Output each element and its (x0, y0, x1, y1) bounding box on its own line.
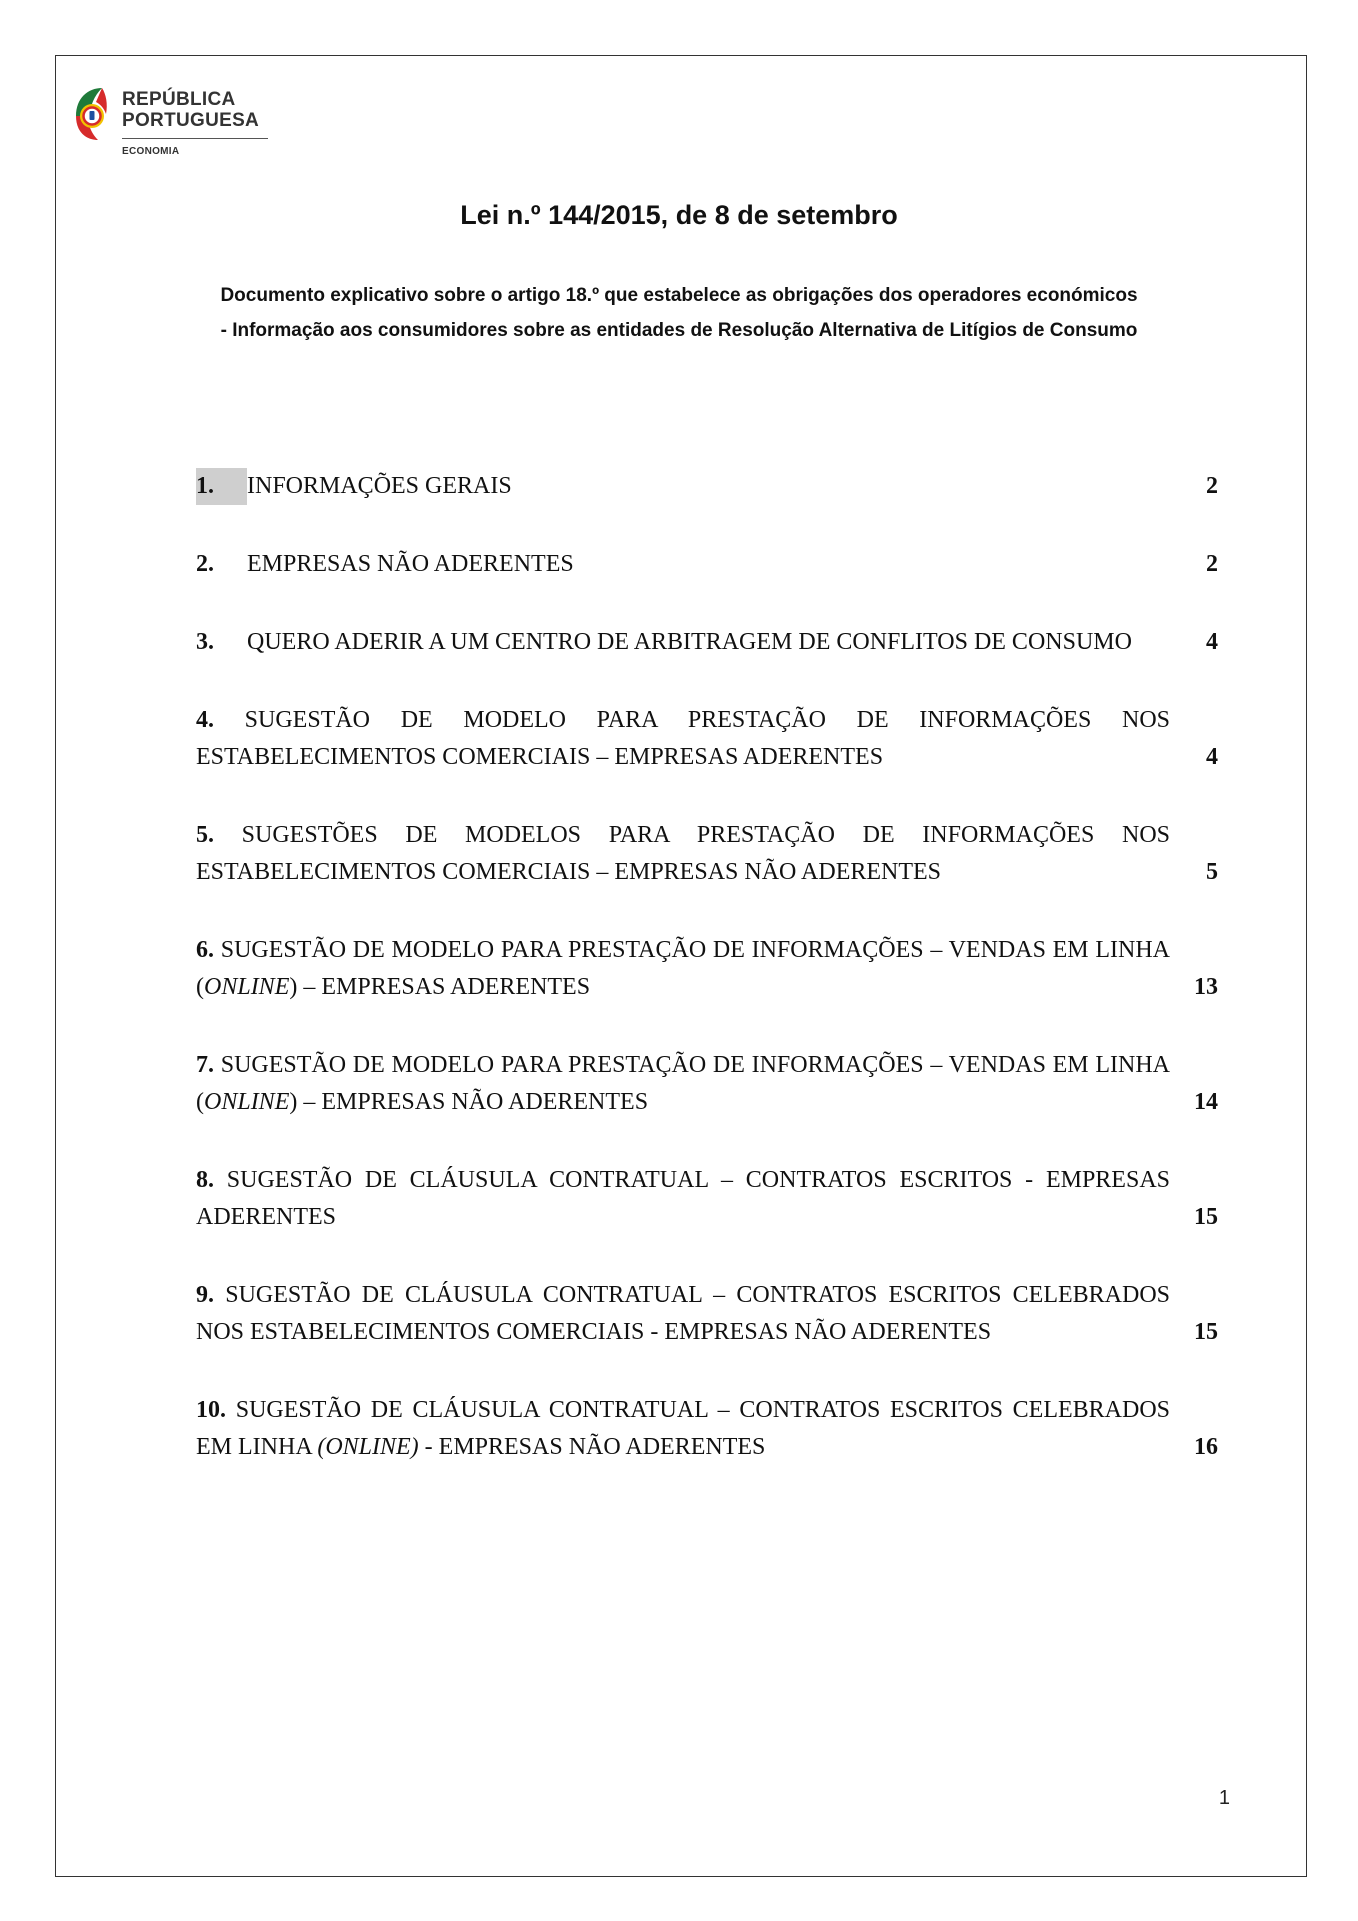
page-number: 1 (1218, 1787, 1230, 1809)
logo-ministry: ECONOMIA (122, 146, 180, 157)
toc-number: 1. (196, 468, 247, 505)
toc-entry-4[interactable] (196, 702, 1218, 776)
logo-line-1: REPÚBLICA (122, 89, 236, 110)
toc-text: SUGESTÃO DE MODELO PARA PRESTAÇÃO DE INFORMAÇÕES NOS ESTABELECIMENTOS COMERCIAIS – EMPRESAS ADERENTES (196, 707, 1170, 770)
toc-text: SUGESTÃO DE CLÁUSULA CONTRATUAL – CONTRATOS ESCRITOS - EMPRESAS ADERENTES (196, 1167, 1170, 1230)
toc-number: 2. (196, 551, 214, 577)
toc-page-number: 15 (1194, 1319, 1218, 1345)
toc-number: 8. (196, 1167, 214, 1193)
toc-text-italic: ONLINE (204, 1089, 290, 1115)
toc-text: ) – EMPRESAS NÃO ADERENTES (289, 1089, 649, 1115)
toc-text: QUERO ADERIR A UM CENTRO DE ARBITRAGEM DE CONFLITOS DE CONSUMO (247, 629, 1132, 655)
toc-text-italic: ONLINE (204, 974, 290, 1000)
toc-text: SUGESTÃO DE CLÁUSULA CONTRATUAL – CONTRATOS ESCRITOS CELEBRADOS EM LINHA (196, 1397, 1171, 1460)
toc-text: SUGESTÃO DE MODELO PARA PRESTAÇÃO DE INFORMAÇÕES – VENDAS EM LINHA ( (196, 937, 1170, 1000)
toc-page-number: 2 (1206, 551, 1218, 577)
toc-entry-10[interactable] (196, 1392, 1218, 1466)
toc-entry-3[interactable] (196, 624, 1218, 661)
toc-entry-5[interactable] (196, 817, 1218, 891)
toc-entry-2[interactable] (196, 546, 1218, 583)
toc-text: SUGESTÃO DE CLÁUSULA CONTRATUAL – CONTRATOS ESCRITOS CELEBRADOS NOS ESTABELECIMENTOS COMERCIAIS - EMPRESAS NÃO ADERENTES (196, 1282, 1171, 1345)
toc-page-number: 4 (1206, 744, 1218, 770)
toc-text: INFORMAÇÕES GERAIS (247, 473, 512, 499)
toc-number: 3. (196, 629, 214, 655)
toc-number: 10. (196, 1397, 226, 1423)
logo-wordmark (122, 89, 259, 131)
toc-number: 4. (196, 707, 214, 733)
portugal-coat-of-arms-icon (72, 86, 112, 142)
document-title: Lei n.º 144/2015, de 8 de setembro (460, 200, 898, 230)
toc-number: 7. (196, 1052, 214, 1078)
toc-page-number: 16 (1194, 1434, 1218, 1460)
toc-page-number: 14 (1194, 1089, 1218, 1115)
toc-entry-1[interactable] (196, 468, 1218, 505)
toc-text-italic: (ONLINE) (317, 1434, 419, 1460)
toc-entry-9[interactable] (196, 1277, 1218, 1351)
toc-text: ) – EMPRESAS ADERENTES (289, 974, 591, 1000)
toc-text: EMPRESAS NÃO ADERENTES (247, 551, 574, 577)
toc-text: SUGESTÕES DE MODELOS PARA PRESTAÇÃO DE INFORMAÇÕES NOS ESTABELECIMENTOS COMERCIAIS – EMPRESAS NÃO ADERENTES (196, 822, 1170, 885)
toc-entry-7[interactable] (196, 1047, 1218, 1121)
document-subtitle: Documento explicativo sobre o artigo 18.º que estabelece as obrigações dos operadores económicos - Informação aos consumidores sobre as entidades de Resolução Alternativa de Litígios de Consumo (220, 285, 1138, 341)
toc-page-number: 4 (1206, 629, 1218, 655)
toc-text: SUGESTÃO DE MODELO PARA PRESTAÇÃO DE INFORMAÇÕES – VENDAS EM LINHA ( (196, 1052, 1170, 1115)
logo-line-2: PORTUGUESA (122, 110, 260, 131)
toc-text: - EMPRESAS NÃO ADERENTES (418, 1434, 766, 1460)
toc-number: 9. (196, 1282, 214, 1308)
logo-divider (122, 138, 268, 139)
toc-entry-8[interactable] (196, 1162, 1218, 1236)
republica-portuguesa-logo (72, 86, 272, 166)
toc-entry-6[interactable] (196, 932, 1218, 1006)
toc-page-number: 2 (1206, 473, 1218, 499)
toc-page-number: 5 (1206, 859, 1218, 885)
toc-page-number: 13 (1194, 974, 1218, 1000)
toc-number: 5. (196, 822, 214, 848)
table-of-contents (196, 468, 1218, 1507)
toc-number: 6. (196, 937, 214, 963)
toc-page-number: 15 (1194, 1204, 1218, 1230)
